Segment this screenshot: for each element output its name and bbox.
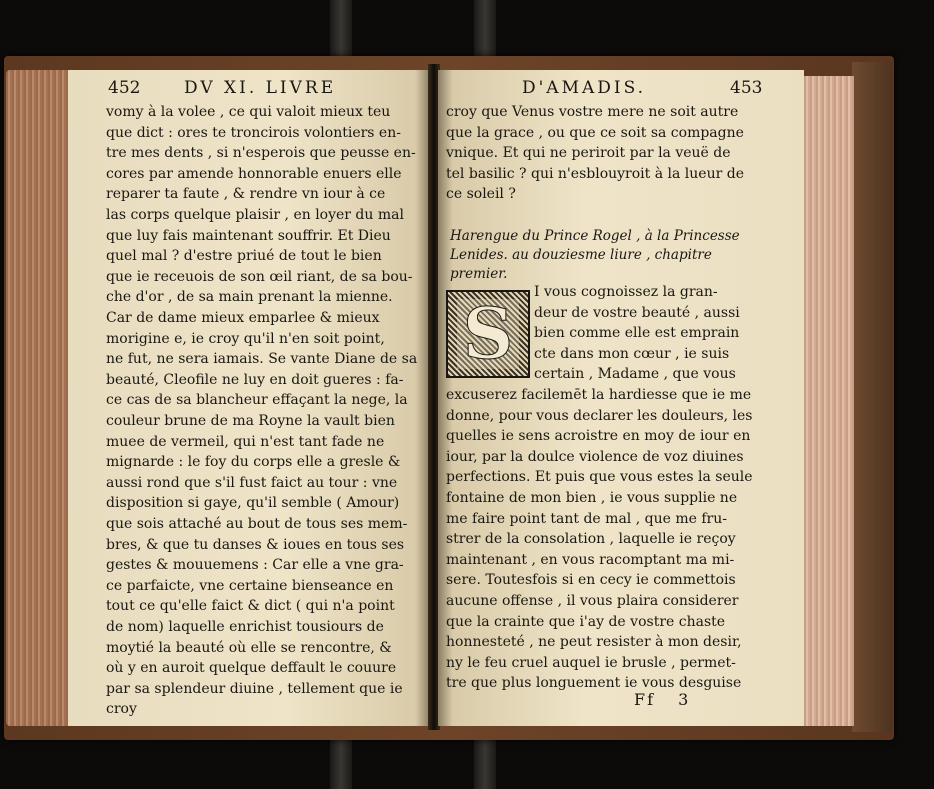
text-line: strer de la consolation , laquelle ie reçoy [446, 531, 736, 548]
text-line: Harengue du Prince Rogel , à la Princesse [450, 228, 740, 244]
signature-mark [634, 690, 706, 709]
text-line: tout ce qu'elle faict & dict ( qui n'a point [106, 598, 395, 615]
text-line: maintenant , en vous racomptant ma mi- [446, 551, 735, 568]
text-line: ny le feu cruel auquel ie brusle , permet- [446, 654, 736, 671]
right-page-header [438, 78, 804, 100]
text-line: que sois attaché au bout de tous ses mem- [106, 516, 408, 532]
text-line: beauté, Cleofile ne luy en doit gueres : fa- [106, 371, 404, 388]
right-page-block-edge [804, 76, 854, 726]
text-line: gestes & mouuemens : Car elle a vne gra- [106, 557, 404, 574]
text-line: moytié la beauté où elle se rencontre, & [106, 639, 392, 656]
right-cover-board [852, 62, 892, 732]
text-line: tre que plus longuement ie vous desguise [446, 675, 742, 692]
text-line: che d'or , de sa main prenant la mienne. [106, 289, 393, 306]
text-line: bien comme elle est emprain [534, 325, 740, 342]
text-line: ne fut, ne sera iamais. Se vante Diane de sa [106, 351, 418, 368]
text-line: tel basilic ? qui n'esblouyroit à la lueur de [446, 165, 744, 182]
left-running-head: DV XI. LIVRE [184, 78, 337, 98]
text-line: reparer ta faute , & rendre vn iour à ce [106, 186, 386, 203]
text-line: mignarde : le foy du corps elle a gresle & [106, 454, 401, 471]
text-line: disposition si gaye, qu'il semble ( Amour) [106, 495, 400, 512]
text-line: donne, pour vous declarer les douleurs, les [446, 407, 753, 424]
text-line: cte dans mon cœur , ie suis [534, 345, 730, 362]
text-line: bres, & que tu danses & ioues en tous ses [106, 536, 405, 553]
right-page [438, 70, 804, 726]
text-line: couleur brune de ma Royne la vault bien [106, 413, 395, 429]
text-line: de nom) laquelle enrichist tousiours de [106, 619, 384, 635]
text-line: que la crainte que i'ay de vostre chaste [446, 613, 726, 630]
text-line: morigine e, ie croy qu'il n'en soit point, [106, 330, 385, 347]
right-running-head: D'AMADIS. [522, 78, 647, 98]
text-line: où y en auroit quelque deffault le couure [106, 660, 397, 677]
left-page-block-edge [6, 70, 68, 726]
text-line: croy [106, 701, 137, 718]
text-line: muee de vermeil, qui n'est tant fade ne [106, 433, 385, 450]
text-line: I vous cognoissez la gran- [534, 284, 718, 300]
text-line: ce soleil ? [446, 186, 516, 203]
left-page [68, 70, 430, 726]
text-line: par sa splendeur diuine , tellement que ie [106, 680, 403, 697]
text-line: cores par amende honnorable enuers elle [106, 165, 402, 182]
text-line: ce parfaicte, vne certaine bienseance en [106, 577, 394, 594]
text-line: vnique. Et qui ne periroit par la veuë de [446, 145, 731, 162]
text-line: quel mal ? d'estre priué de tout le bien [106, 248, 382, 265]
text-line: quelles ie sens acroistre en moy de iour en [446, 428, 751, 445]
left-page-number: 452 [108, 78, 141, 98]
text-line: ce cas de sa blancheur effaçant la nege, la [106, 392, 408, 409]
text-line: vomy à la volee , ce qui valoit mieux teu [106, 104, 391, 120]
text-line: tre mes dents , si n'esperois que peusse en- [106, 145, 416, 162]
text-line: que ie receuois de son œil riant, de sa bou- [106, 268, 413, 285]
signature-number: 3 [678, 690, 691, 709]
text-line: aussi rond que s'il fust faict au tour : vne [106, 474, 398, 491]
text-line: aucune offense , il vous plaira considerer [446, 593, 739, 609]
text-line: honnesteté , ne peut resister à mon desir, [446, 634, 742, 651]
text-line: que la grace , ou que ce soit sa compagne [446, 124, 744, 141]
text-line: me faire point tant de mal , que me fru- [446, 510, 727, 527]
text-line: certain , Madame , que vous [534, 366, 736, 383]
text-line: perfections. Et puis que vous estes la seule [446, 469, 753, 486]
text-line: iour, par la doulce violence de voz diuines [446, 448, 744, 465]
decorated-initial-letter [446, 290, 530, 378]
text-line: croy que Venus vostre mere ne soit autre [446, 104, 739, 120]
text-line: excuserez facilemēt la hardiesse que ie me [446, 387, 752, 403]
right-page-number: 453 [730, 78, 763, 98]
initial-letter-glyph: S [457, 299, 520, 369]
signature-letters: Ff [634, 690, 656, 709]
text-line: fontaine de mon bien , ie vous supplie ne [446, 490, 738, 506]
left-page-header [68, 78, 430, 100]
text-line: Lenides. au douziesme liure , chapitre [450, 247, 712, 263]
text-line: deur de vostre beauté , aussi [534, 304, 740, 321]
text-line: premier. [450, 266, 508, 282]
text-line: que dict : ores te troncirois volontiers en- [106, 124, 401, 141]
text-line: Car de dame mieux emparlee & mieux [106, 310, 380, 326]
text-line: sere. Toutesfois si en cecy ie commettois [446, 572, 736, 589]
text-line: que luy fais maintenant souffrir. Et Dieu [106, 227, 391, 244]
text-line: las corps quelque plaisir , en loyer du mal [106, 207, 404, 223]
